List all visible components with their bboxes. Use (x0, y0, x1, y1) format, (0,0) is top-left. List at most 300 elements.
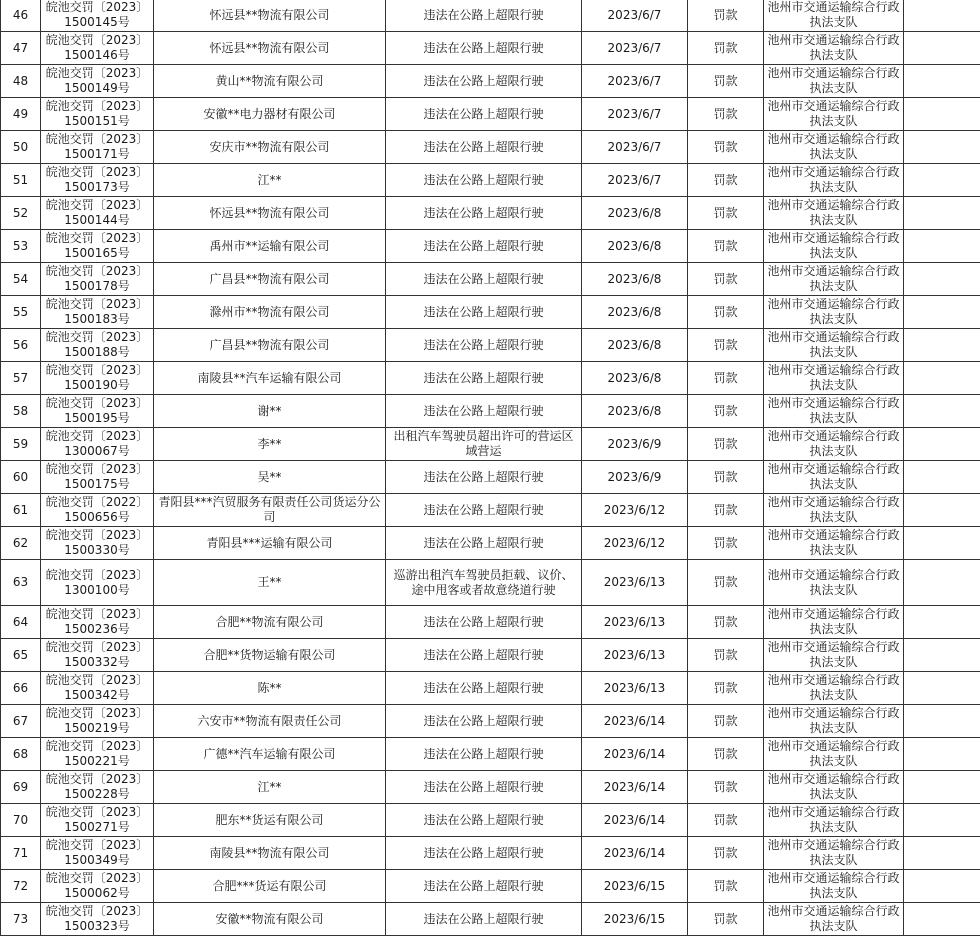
party-name: 怀远县**物流有限公司 (154, 0, 386, 32)
document-number (41, 197, 154, 230)
row-number: 68 (1, 738, 41, 771)
document-number (41, 263, 154, 296)
row-number: 59 (1, 428, 41, 461)
party-name: 肥东**货运有限公司 (154, 804, 386, 837)
table-row (1, 395, 980, 428)
empty-cell (904, 131, 980, 164)
violation: 违法在公路上超限行驶 (386, 705, 582, 738)
empty-cell (904, 428, 980, 461)
document-number-line: 皖池交罚〔2022〕 (43, 495, 151, 510)
row-number: 72 (1, 870, 41, 903)
table-row (1, 329, 980, 362)
document-number (41, 639, 154, 672)
violation: 违法在公路上超限行驶 (386, 98, 582, 131)
enforcement-agency: 池州市交通运输综合行政执法支队 (764, 639, 904, 672)
enforcement-agency: 池州市交通运输综合行政执法支队 (764, 65, 904, 98)
violation: 违法在公路上超限行驶 (386, 903, 582, 936)
penalty-type: 罚款 (688, 494, 764, 527)
table-row (1, 771, 980, 804)
document-number-line: 皖池交罚〔2023〕 (43, 528, 151, 543)
enforcement-agency: 池州市交通运输综合行政执法支队 (764, 560, 904, 606)
document-number (41, 903, 154, 936)
enforcement-agency: 池州市交通运输综合行政执法支队 (764, 804, 904, 837)
decision-date: 2023/6/13 (582, 639, 688, 672)
document-number-line: 皖池交罚〔2023〕 (43, 132, 151, 147)
party-name: 青阳县***运输有限公司 (154, 527, 386, 560)
table-row (1, 804, 980, 837)
enforcement-agency: 池州市交通运输综合行政执法支队 (764, 197, 904, 230)
document-number (41, 98, 154, 131)
document-number-line: 皖池交罚〔2023〕 (43, 363, 151, 378)
row-number: 71 (1, 837, 41, 870)
penalty-type: 罚款 (688, 230, 764, 263)
document-number-line: 皖池交罚〔2023〕 (43, 429, 151, 444)
enforcement-agency: 池州市交通运输综合行政执法支队 (764, 771, 904, 804)
penalty-type: 罚款 (688, 263, 764, 296)
table-row (1, 903, 980, 936)
document-number (41, 0, 154, 32)
document-number-line: 1500144号 (43, 213, 151, 228)
document-number-line: 皖池交罚〔2023〕 (43, 904, 151, 919)
document-number (41, 771, 154, 804)
penalty-type: 罚款 (688, 395, 764, 428)
row-number: 50 (1, 131, 41, 164)
violation: 违法在公路上超限行驶 (386, 131, 582, 164)
penalty-type: 罚款 (688, 606, 764, 639)
decision-date: 2023/6/7 (582, 0, 688, 32)
penalty-type: 罚款 (688, 65, 764, 98)
document-number-line: 1500190号 (43, 378, 151, 393)
enforcement-agency: 池州市交通运输综合行政执法支队 (764, 230, 904, 263)
document-number-line: 1500332号 (43, 655, 151, 670)
violation: 违法在公路上超限行驶 (386, 606, 582, 639)
party-name: 陈** (154, 672, 386, 705)
row-number: 56 (1, 329, 41, 362)
enforcement-agency: 池州市交通运输综合行政执法支队 (764, 296, 904, 329)
empty-cell (904, 494, 980, 527)
penalty-type: 罚款 (688, 32, 764, 65)
table-row (1, 870, 980, 903)
penalty-type: 罚款 (688, 560, 764, 606)
violation: 违法在公路上超限行驶 (386, 804, 582, 837)
party-name: 广昌县**物流有限公司 (154, 263, 386, 296)
party-name: 青阳县***汽贸服务有限责任公司货运分公司 (154, 494, 386, 527)
empty-cell (904, 771, 980, 804)
document-number-line: 皖池交罚〔2023〕 (43, 99, 151, 114)
document-number-line: 皖池交罚〔2023〕 (43, 66, 151, 81)
penalty-type: 罚款 (688, 0, 764, 32)
document-number-line: 皖池交罚〔2023〕 (43, 462, 151, 477)
violation: 违法在公路上超限行驶 (386, 329, 582, 362)
document-number-line: 皖池交罚〔2023〕 (43, 297, 151, 312)
enforcement-agency: 池州市交通运输综合行政执法支队 (764, 870, 904, 903)
decision-date: 2023/6/7 (582, 32, 688, 65)
decision-date: 2023/6/8 (582, 395, 688, 428)
document-number-line: 皖池交罚〔2023〕 (43, 165, 151, 180)
empty-cell (904, 362, 980, 395)
table-row (1, 197, 980, 230)
row-number: 54 (1, 263, 41, 296)
table-row (1, 32, 980, 65)
party-name: 合肥***货运有限公司 (154, 870, 386, 903)
party-name: 谢** (154, 395, 386, 428)
row-number: 65 (1, 639, 41, 672)
empty-cell (904, 230, 980, 263)
empty-cell (904, 461, 980, 494)
decision-date: 2023/6/14 (582, 837, 688, 870)
party-name: 合肥**货物运输有限公司 (154, 639, 386, 672)
penalty-type: 罚款 (688, 362, 764, 395)
table-row (1, 164, 980, 197)
decision-date: 2023/6/13 (582, 606, 688, 639)
row-number: 57 (1, 362, 41, 395)
decision-date: 2023/6/15 (582, 903, 688, 936)
party-name: 南陵县**汽车运输有限公司 (154, 362, 386, 395)
penalty-type: 罚款 (688, 837, 764, 870)
document-number (41, 494, 154, 527)
enforcement-agency: 池州市交通运输综合行政执法支队 (764, 705, 904, 738)
table-row (1, 296, 980, 329)
decision-date: 2023/6/9 (582, 428, 688, 461)
decision-date: 2023/6/9 (582, 461, 688, 494)
decision-date: 2023/6/8 (582, 296, 688, 329)
row-number: 51 (1, 164, 41, 197)
party-name: 广德**汽车运输有限公司 (154, 738, 386, 771)
decision-date: 2023/6/13 (582, 672, 688, 705)
row-number: 46 (1, 0, 41, 32)
document-number-line: 1500330号 (43, 543, 151, 558)
penalty-type: 罚款 (688, 131, 764, 164)
decision-date: 2023/6/12 (582, 494, 688, 527)
document-number-line: 1500228号 (43, 787, 151, 802)
empty-cell (904, 606, 980, 639)
penalty-type: 罚款 (688, 705, 764, 738)
violation: 违法在公路上超限行驶 (386, 65, 582, 98)
violation: 违法在公路上超限行驶 (386, 296, 582, 329)
document-number-line: 1500323号 (43, 919, 151, 934)
table-row (1, 230, 980, 263)
empty-cell (904, 639, 980, 672)
decision-date: 2023/6/8 (582, 263, 688, 296)
violation: 巡游出租汽车驾驶员拒载、议价、途中甩客或者故意绕道行驶 (386, 560, 582, 606)
document-number (41, 395, 154, 428)
table-row (1, 461, 980, 494)
decision-date: 2023/6/14 (582, 738, 688, 771)
enforcement-agency: 池州市交通运输综合行政执法支队 (764, 494, 904, 527)
document-number (41, 428, 154, 461)
decision-date: 2023/6/8 (582, 197, 688, 230)
row-number: 69 (1, 771, 41, 804)
table-row (1, 672, 980, 705)
document-number-line: 1500151号 (43, 114, 151, 129)
enforcement-agency: 池州市交通运输综合行政执法支队 (764, 164, 904, 197)
enforcement-agency: 池州市交通运输综合行政执法支队 (764, 131, 904, 164)
party-name: 吴** (154, 461, 386, 494)
decision-date: 2023/6/14 (582, 705, 688, 738)
party-name: 南陵县**物流有限公司 (154, 837, 386, 870)
table-row (1, 837, 980, 870)
penalty-type: 罚款 (688, 527, 764, 560)
penalty-type: 罚款 (688, 329, 764, 362)
table-row (1, 705, 980, 738)
empty-cell (904, 903, 980, 936)
empty-cell (904, 197, 980, 230)
row-number: 58 (1, 395, 41, 428)
decision-date: 2023/6/7 (582, 131, 688, 164)
violation: 违法在公路上超限行驶 (386, 738, 582, 771)
document-number (41, 131, 154, 164)
violation: 违法在公路上超限行驶 (386, 230, 582, 263)
violation: 出租汽车驾驶员超出许可的营运区域营运 (386, 428, 582, 461)
violation: 违法在公路上超限行驶 (386, 197, 582, 230)
document-number-line: 1500271号 (43, 820, 151, 835)
document-number-line: 皖池交罚〔2023〕 (43, 33, 151, 48)
document-number-line: 皖池交罚〔2023〕 (43, 805, 151, 820)
penalty-type: 罚款 (688, 903, 764, 936)
penalty-type: 罚款 (688, 164, 764, 197)
enforcement-agency: 池州市交通运输综合行政执法支队 (764, 395, 904, 428)
document-number (41, 672, 154, 705)
row-number: 52 (1, 197, 41, 230)
row-number: 49 (1, 98, 41, 131)
document-number-line: 皖池交罚〔2023〕 (43, 0, 151, 15)
document-number-line: 皖池交罚〔2023〕 (43, 739, 151, 754)
enforcement-agency: 池州市交通运输综合行政执法支队 (764, 98, 904, 131)
document-number-line: 皖池交罚〔2023〕 (43, 396, 151, 411)
penalty-type: 罚款 (688, 197, 764, 230)
document-number-line: 1500236号 (43, 622, 151, 637)
decision-date: 2023/6/13 (582, 560, 688, 606)
decision-date: 2023/6/15 (582, 870, 688, 903)
enforcement-agency: 池州市交通运输综合行政执法支队 (764, 428, 904, 461)
document-number-line: 皖池交罚〔2023〕 (43, 871, 151, 886)
violation: 违法在公路上超限行驶 (386, 395, 582, 428)
decision-date: 2023/6/8 (582, 329, 688, 362)
document-number-line: 1500145号 (43, 15, 151, 30)
document-number-line: 1500342号 (43, 688, 151, 703)
document-number-line: 皖池交罚〔2023〕 (43, 838, 151, 853)
row-number: 70 (1, 804, 41, 837)
violation: 违法在公路上超限行驶 (386, 0, 582, 32)
empty-cell (904, 263, 980, 296)
empty-cell (904, 738, 980, 771)
document-number-line: 1500171号 (43, 147, 151, 162)
enforcement-agency: 池州市交通运输综合行政执法支队 (764, 672, 904, 705)
document-number (41, 527, 154, 560)
document-number (41, 65, 154, 98)
party-name: 王** (154, 560, 386, 606)
enforcement-agency: 池州市交通运输综合行政执法支队 (764, 263, 904, 296)
empty-cell (904, 0, 980, 32)
document-number (41, 329, 154, 362)
empty-cell (904, 98, 980, 131)
document-number-line: 皖池交罚〔2023〕 (43, 264, 151, 279)
table-row (1, 131, 980, 164)
document-number (41, 606, 154, 639)
document-number-line: 1500175号 (43, 477, 151, 492)
empty-cell (904, 870, 980, 903)
document-number (41, 804, 154, 837)
document-number (41, 32, 154, 65)
table-row (1, 98, 980, 131)
document-number (41, 230, 154, 263)
empty-cell (904, 164, 980, 197)
document-number-line: 皖池交罚〔2023〕 (43, 231, 151, 246)
violation: 违法在公路上超限行驶 (386, 870, 582, 903)
penalty-type: 罚款 (688, 428, 764, 461)
row-number: 64 (1, 606, 41, 639)
document-number-line: 1500221号 (43, 754, 151, 769)
document-number (41, 164, 154, 197)
party-name: 合肥**物流有限公司 (154, 606, 386, 639)
violation: 违法在公路上超限行驶 (386, 639, 582, 672)
violation: 违法在公路上超限行驶 (386, 494, 582, 527)
table-row (1, 428, 980, 461)
violation: 违法在公路上超限行驶 (386, 771, 582, 804)
party-name: 江** (154, 771, 386, 804)
enforcement-agency: 池州市交通运输综合行政执法支队 (764, 0, 904, 32)
document-number-line: 皖池交罚〔2023〕 (43, 330, 151, 345)
penalty-type: 罚款 (688, 804, 764, 837)
document-number (41, 738, 154, 771)
document-number (41, 560, 154, 606)
enforcement-agency: 池州市交通运输综合行政执法支队 (764, 32, 904, 65)
table-body (1, 0, 980, 936)
document-number-line: 1500178号 (43, 279, 151, 294)
decision-date: 2023/6/12 (582, 527, 688, 560)
document-number (41, 870, 154, 903)
document-number (41, 296, 154, 329)
penalty-type: 罚款 (688, 296, 764, 329)
document-number-line: 1500656号 (43, 510, 151, 525)
empty-cell (904, 395, 980, 428)
party-name: 李** (154, 428, 386, 461)
table-row (1, 639, 980, 672)
enforcement-agency: 池州市交通运输综合行政执法支队 (764, 903, 904, 936)
decision-date: 2023/6/7 (582, 164, 688, 197)
document-number-line: 1500349号 (43, 853, 151, 868)
document-number-line: 皖池交罚〔2023〕 (43, 607, 151, 622)
empty-cell (904, 65, 980, 98)
violation: 违法在公路上超限行驶 (386, 362, 582, 395)
party-name: 禹州市**运输有限公司 (154, 230, 386, 263)
party-name: 广昌县**物流有限公司 (154, 329, 386, 362)
penalty-type: 罚款 (688, 639, 764, 672)
enforcement-agency: 池州市交通运输综合行政执法支队 (764, 527, 904, 560)
table-row (1, 494, 980, 527)
decision-date: 2023/6/8 (582, 362, 688, 395)
party-name: 安徽**物流有限公司 (154, 903, 386, 936)
document-number-line: 1500183号 (43, 312, 151, 327)
document-number-line: 1300100号 (43, 583, 151, 598)
decision-date: 2023/6/14 (582, 804, 688, 837)
party-name: 江** (154, 164, 386, 197)
penalty-type: 罚款 (688, 672, 764, 705)
empty-cell (904, 837, 980, 870)
row-number: 66 (1, 672, 41, 705)
empty-cell (904, 32, 980, 65)
penalty-type: 罚款 (688, 461, 764, 494)
document-number-line: 皖池交罚〔2023〕 (43, 673, 151, 688)
document-number-line: 1500195号 (43, 411, 151, 426)
row-number: 73 (1, 903, 41, 936)
violation: 违法在公路上超限行驶 (386, 527, 582, 560)
empty-cell (904, 329, 980, 362)
violation: 违法在公路上超限行驶 (386, 461, 582, 494)
enforcement-agency: 池州市交通运输综合行政执法支队 (764, 362, 904, 395)
penalty-type: 罚款 (688, 98, 764, 131)
document-number-line: 皖池交罚〔2023〕 (43, 198, 151, 213)
document-number-line: 1500165号 (43, 246, 151, 261)
violation: 违法在公路上超限行驶 (386, 672, 582, 705)
table-row (1, 263, 980, 296)
table-row (1, 606, 980, 639)
document-number-line: 1300067号 (43, 444, 151, 459)
party-name: 黄山**物流有限公司 (154, 65, 386, 98)
penalty-type: 罚款 (688, 771, 764, 804)
row-number: 53 (1, 230, 41, 263)
table-row (1, 362, 980, 395)
document-number (41, 461, 154, 494)
empty-cell (904, 527, 980, 560)
table-row (1, 527, 980, 560)
row-number: 48 (1, 65, 41, 98)
violation: 违法在公路上超限行驶 (386, 263, 582, 296)
document-number-line: 皖池交罚〔2023〕 (43, 568, 151, 583)
violation: 违法在公路上超限行驶 (386, 837, 582, 870)
table-row (1, 738, 980, 771)
party-name: 安徽**电力器材有限公司 (154, 98, 386, 131)
empty-cell (904, 296, 980, 329)
document-number (41, 837, 154, 870)
row-number: 60 (1, 461, 41, 494)
document-number-line: 皖池交罚〔2023〕 (43, 706, 151, 721)
row-number: 67 (1, 705, 41, 738)
document-number (41, 705, 154, 738)
violation: 违法在公路上超限行驶 (386, 32, 582, 65)
decision-date: 2023/6/14 (582, 771, 688, 804)
document-number-line: 皖池交罚〔2023〕 (43, 772, 151, 787)
document-number (41, 362, 154, 395)
empty-cell (904, 672, 980, 705)
document-number-line: 1500062号 (43, 886, 151, 901)
document-number-line: 1500188号 (43, 345, 151, 360)
enforcement-agency: 池州市交通运输综合行政执法支队 (764, 606, 904, 639)
table-row (1, 0, 980, 32)
row-number: 62 (1, 527, 41, 560)
party-name: 怀远县**物流有限公司 (154, 32, 386, 65)
enforcement-agency: 池州市交通运输综合行政执法支队 (764, 837, 904, 870)
row-number: 47 (1, 32, 41, 65)
document-number-line: 皖池交罚〔2023〕 (43, 640, 151, 655)
table-row (1, 560, 980, 606)
enforcement-agency: 池州市交通运输综合行政执法支队 (764, 738, 904, 771)
row-number: 63 (1, 560, 41, 606)
row-number: 61 (1, 494, 41, 527)
empty-cell (904, 705, 980, 738)
party-name: 滁州市**物流有限公司 (154, 296, 386, 329)
table-row (1, 65, 980, 98)
enforcement-agency: 池州市交通运输综合行政执法支队 (764, 329, 904, 362)
empty-cell (904, 804, 980, 837)
decision-date: 2023/6/7 (582, 65, 688, 98)
document-number-line: 1500173号 (43, 180, 151, 195)
decision-date: 2023/6/8 (582, 230, 688, 263)
decision-date: 2023/6/7 (582, 98, 688, 131)
enforcement-agency: 池州市交通运输综合行政执法支队 (764, 461, 904, 494)
penalty-type: 罚款 (688, 738, 764, 771)
violation: 违法在公路上超限行驶 (386, 164, 582, 197)
